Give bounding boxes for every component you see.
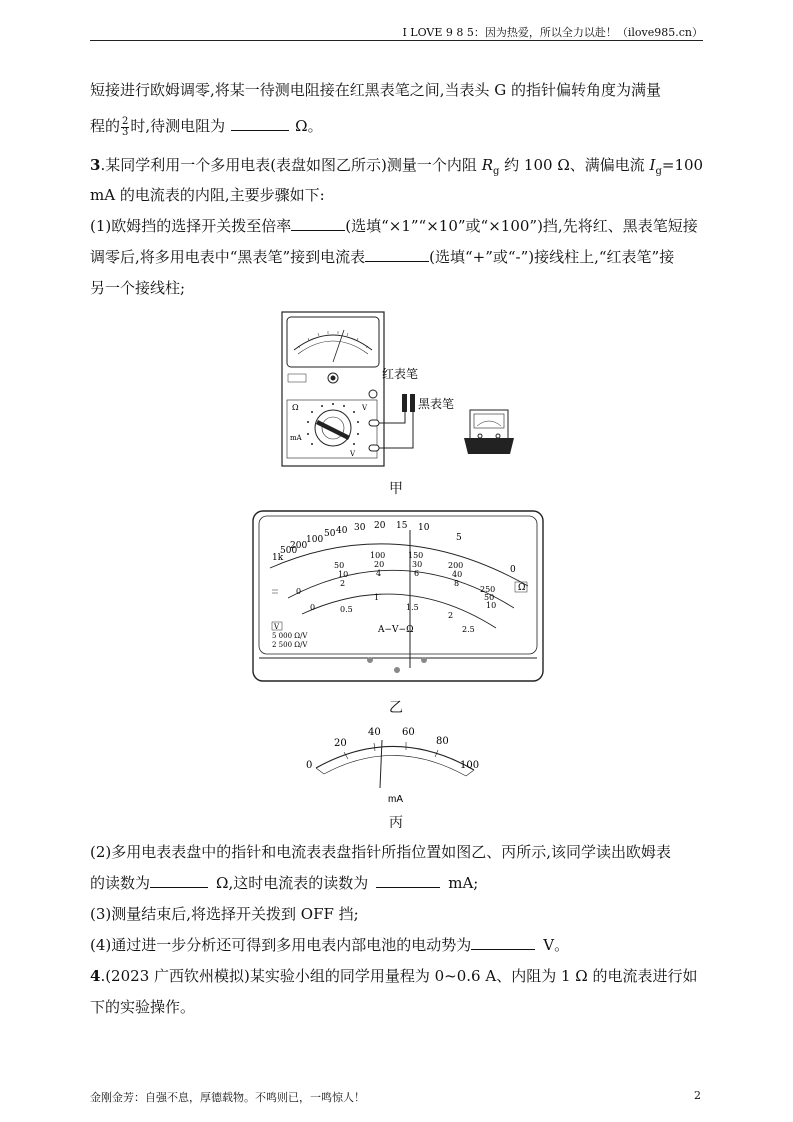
dc-tick-50: 50 bbox=[334, 561, 345, 570]
answer-blank-current-reading[interactable] bbox=[376, 873, 440, 888]
symbol-I-sub: g bbox=[655, 166, 662, 177]
q3-s1-line2 bbox=[90, 247, 703, 267]
panel-V-label-bottom: V bbox=[350, 450, 356, 458]
figure-bing-ammeter-dial bbox=[302, 718, 486, 806]
dc-tick-40: 40 bbox=[452, 570, 463, 579]
q3-s1-line1 bbox=[90, 216, 703, 236]
left-note-5000: 5 000 Ω/V bbox=[272, 632, 308, 640]
ohm-symbol: Ω bbox=[518, 583, 526, 593]
ammeter-terminal-2[interactable] bbox=[496, 434, 500, 438]
caption-yi: 乙 bbox=[389, 700, 403, 716]
q3-s2-line2 bbox=[90, 873, 703, 893]
black-probe[interactable] bbox=[410, 394, 415, 412]
ammeter-unit: mA bbox=[388, 794, 403, 805]
q3-s2-line2-a: 的读数为 bbox=[90, 874, 151, 892]
para1-line2-pre: 程的 bbox=[90, 117, 121, 135]
figure-yi-dial bbox=[252, 510, 544, 682]
red-probe-label: 红表笔 bbox=[382, 367, 419, 381]
ammeter-tick-80: 80 bbox=[436, 736, 449, 747]
dc-tick-10: 10 bbox=[338, 570, 349, 579]
q3-line1 bbox=[90, 155, 703, 182]
ammeter-scale-labels bbox=[306, 727, 479, 771]
left-note-2500: 2 500 Ω/V bbox=[272, 641, 308, 649]
dc-tick-4: 4 bbox=[376, 569, 382, 578]
center-label: A−V−Ω bbox=[378, 625, 414, 635]
fraction bbox=[121, 117, 129, 138]
page-header bbox=[90, 22, 703, 41]
q3-s2-line2-c: mA; bbox=[448, 874, 479, 892]
panel-mA-label: mA bbox=[290, 434, 302, 442]
ammeter-base bbox=[464, 438, 514, 454]
answer-blank-ohm-reading[interactable] bbox=[150, 873, 208, 888]
dc-tick-150: 150 bbox=[408, 551, 424, 560]
q4-line1 bbox=[90, 966, 703, 986]
v-symbol: V bbox=[274, 623, 280, 631]
symbol-R-sub: g bbox=[492, 166, 500, 177]
q3-s4-b: V。 bbox=[543, 936, 570, 954]
ammeter-tick-100: 100 bbox=[460, 760, 480, 771]
dial-screw-center bbox=[394, 667, 400, 673]
ammeter-tick-20: 20 bbox=[334, 738, 347, 749]
ac-tick-0.5: 0.5 bbox=[340, 605, 353, 614]
red-probe[interactable] bbox=[402, 394, 407, 412]
caption-bing: 丙 bbox=[389, 815, 403, 831]
para1-line1: 短接进行欧姆调零,将某一待测电阻接在红黑表笔之间,当表头 G 的指针偏转角度为满量 bbox=[90, 81, 662, 99]
dc-tick-2: 2 bbox=[340, 579, 346, 588]
q3-s4-a: (4)通过进一步分析还可得到多用电表内部电池的电动势为 bbox=[90, 936, 472, 954]
panel-V-label-top: V bbox=[362, 404, 368, 412]
ac-tick-1.5: 1.5 bbox=[406, 603, 419, 612]
answer-blank-terminal[interactable] bbox=[365, 247, 429, 262]
ac-tick-0: 0 bbox=[310, 603, 316, 612]
ammeter-tick-0: 0 bbox=[306, 760, 313, 771]
q3-s1-line2-b: (选填“+”或“-”)接线柱上,“红表笔”接 bbox=[429, 248, 675, 266]
ohm-adjust-knob bbox=[369, 390, 377, 398]
ohm-tick-50: 50 bbox=[324, 529, 336, 539]
answer-blank-resistance[interactable] bbox=[231, 116, 289, 131]
multimeter-dial-window bbox=[287, 317, 379, 367]
panel-omega-label: Ω bbox=[292, 403, 299, 412]
symbol-I: I bbox=[649, 156, 656, 174]
para1-line2 bbox=[90, 116, 703, 138]
q3-s4 bbox=[90, 935, 703, 955]
q3-s1-line1-a: (1)欧姆挡的选择开关拨至倍率 bbox=[90, 217, 292, 235]
ammeter-terminal-1[interactable] bbox=[478, 434, 482, 438]
ohm-tick-20: 20 bbox=[374, 521, 386, 531]
ammeter-tick-60: 60 bbox=[402, 727, 415, 738]
caption-jia: 甲 bbox=[389, 481, 403, 497]
ammeter-tick-40: 40 bbox=[368, 727, 381, 738]
ac-tick-1: 1 bbox=[374, 593, 380, 602]
ammeter-scale-arc-inner bbox=[324, 755, 466, 776]
q4-line2: 下的实验操作。 bbox=[90, 998, 196, 1016]
q4-line1-text: .(2023 广西钦州模拟)某实验小组的同学用量程为 0~0.6 A、内阻为 1 Ω 的电流表进行如 bbox=[100, 967, 698, 985]
dc-tick-200: 200 bbox=[448, 561, 464, 570]
ohm-tick-40: 40 bbox=[336, 526, 348, 536]
answer-blank-multiplier[interactable] bbox=[291, 216, 345, 231]
dial-screw-right bbox=[421, 657, 427, 663]
q3-s1-line3: 另一个接线柱; bbox=[90, 279, 186, 297]
symbol-R: R bbox=[481, 156, 493, 174]
dc-tick-8: 8 bbox=[454, 579, 460, 588]
para1-line2-post: Ω。 bbox=[295, 117, 323, 135]
ohm-tick-30: 30 bbox=[354, 523, 366, 533]
figure-jia-multimeter bbox=[278, 308, 518, 470]
q3-s2-line1: (2)多用电表表盘中的指针和电流表表盘指针所指位置如图乙、丙所示,该同学读出欧姆表 bbox=[90, 843, 672, 861]
header-text: I LOVE 9 8 5：因为热爱，所以全力以赴！（ilove985.cn） bbox=[402, 26, 703, 39]
ohm-tick-5: 5 bbox=[456, 533, 462, 543]
ohm-tick-15: 15 bbox=[396, 521, 408, 531]
ohm-tick-10: 10 bbox=[418, 523, 430, 533]
para1-line2-mid: 时,待测电阻为 bbox=[130, 117, 226, 135]
ohm-tick-100: 100 bbox=[306, 535, 324, 545]
fraction-denominator: 3 bbox=[122, 126, 129, 138]
socket-plus[interactable] bbox=[369, 420, 379, 426]
socket-minus[interactable] bbox=[369, 445, 379, 451]
q3-s1-line2-a: 调零后,将多用电表中“黑表笔”接到电流表 bbox=[90, 248, 366, 266]
q3-number: 3 bbox=[90, 156, 101, 174]
dc-tick-10b: 10 bbox=[486, 601, 497, 610]
fraction-numerator: 2 bbox=[122, 115, 129, 127]
dc-tick-100: 100 bbox=[370, 551, 386, 560]
q3-line1-a: .某同学利用一个多用电表(表盘如图乙所示)测量一个内阻 bbox=[100, 156, 482, 174]
q3-line2: mA 的电流表的内阻,主要步骤如下: bbox=[90, 186, 325, 204]
zero-adjust-screw-center bbox=[331, 376, 336, 381]
footer-motto: 金刚金芳：自强不息，厚德载物。不鸣则已，一鸣惊人！ bbox=[90, 1091, 365, 1104]
dc-tick-0: 0 bbox=[296, 587, 302, 596]
black-probe-label: 黑表笔 bbox=[418, 397, 455, 411]
q4-number: 4 bbox=[90, 967, 101, 985]
dial-screw-left bbox=[367, 657, 373, 663]
q3-line1-b: 约 100 Ω、满偏电流 bbox=[499, 156, 650, 174]
ac-tick-2: 2 bbox=[448, 611, 454, 620]
dc-tick-6: 6 bbox=[414, 569, 420, 578]
q3-s2-line2-b: Ω,这时电流表的读数为 bbox=[216, 874, 369, 892]
page-number: 2 bbox=[694, 1089, 701, 1102]
dc-tick-30: 30 bbox=[412, 560, 423, 569]
ohm-tick-500: 500 bbox=[280, 546, 298, 556]
dc-tick-20: 20 bbox=[374, 560, 385, 569]
ohm-tick-200: 200 bbox=[290, 541, 308, 551]
ac-tick-2.5: 2.5 bbox=[462, 625, 475, 634]
answer-blank-emf[interactable] bbox=[471, 935, 535, 950]
q3-s1-line1-b: (选填“×1”“×10”或“×100”)挡,先将红、黑表笔短接 bbox=[345, 217, 698, 235]
ohm-tick-1k: 1k bbox=[272, 553, 284, 563]
ohm-tick-0: 0 bbox=[510, 565, 516, 575]
dc-tick-250: 250 bbox=[480, 585, 496, 594]
dc-tick-50b: 50 bbox=[484, 593, 495, 602]
q3-line1-c: =100 bbox=[661, 156, 704, 174]
q3-s3: (3)测量结束后,将选择开关拨到 OFF 挡; bbox=[90, 905, 359, 923]
